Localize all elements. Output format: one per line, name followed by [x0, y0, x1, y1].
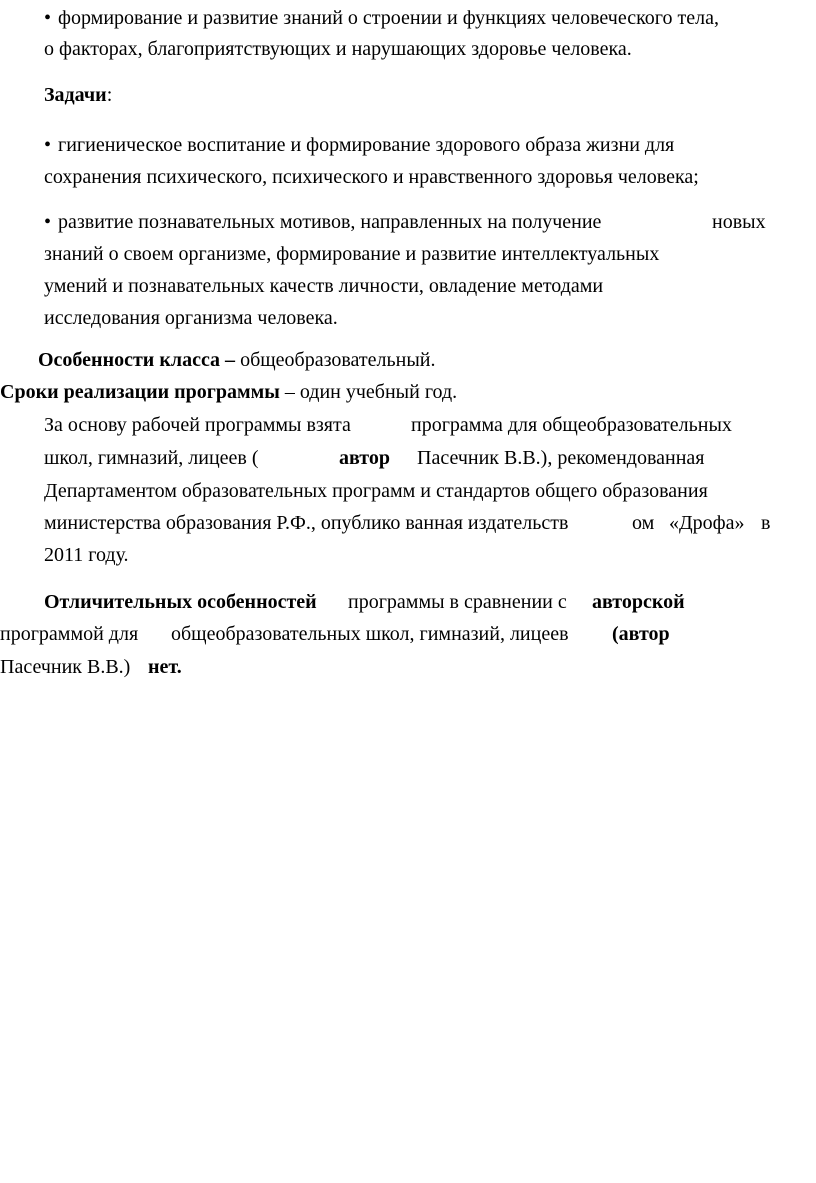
differences-line-2c: (автор — [612, 623, 670, 645]
basis-line-4d: в — [761, 512, 771, 534]
task-2-line-3: умений и познавательных качеств личности, овладение методами — [44, 275, 604, 297]
task-1-line-1 — [44, 133, 674, 157]
differences-line-3b: нет. — [148, 656, 182, 678]
tasks-heading — [44, 83, 112, 107]
basis-line-4a: министерства образования Р.Ф., опублико ванная издательств — [44, 512, 569, 534]
basis-line-2c: Пасечник В.В.), рекомендованная — [417, 447, 705, 469]
tasks-heading-label: Задачи — [44, 84, 107, 106]
differences-line-2b: общеобразовательных школ, гимназий, лицеев — [171, 623, 569, 645]
task-1-line-2: сохранения психического, психического и нравственного здоровья человека; — [44, 166, 699, 188]
terms — [0, 380, 457, 404]
task-2-line-2: знаний о своем организме, формирование и развитие интеллектуальных — [44, 243, 660, 265]
goal-bullet-line-2: о факторах, благоприятствующих и нарушающих здоровье человека. — [44, 38, 632, 60]
bullet-icon: • — [44, 211, 52, 233]
tasks-heading-colon: : — [106, 84, 113, 106]
task-2-line-4: исследования организма человека. — [44, 307, 338, 329]
class-features-label: Особенности класса – — [38, 349, 236, 371]
basis-line-1a: За основу рабочей программы взята — [44, 414, 351, 436]
bullet-icon: • — [44, 7, 52, 29]
basis-line-2a: школ, гимназий, лицеев ( — [44, 447, 259, 469]
class-features — [38, 348, 435, 372]
class-features-value: общеобразовательный. — [240, 349, 436, 371]
bullet-icon: • — [44, 134, 52, 156]
differences-line-1b: программы в сравнении с — [348, 591, 567, 613]
task-1-text-1: гигиеническое воспитание и формирование здорового образа жизни для — [58, 134, 675, 156]
basis-line-2b: автор — [339, 447, 390, 469]
basis-line-4b: ом — [632, 512, 655, 534]
task-2-text-1: развитие познавательных мотивов, направленных на получение — [58, 211, 602, 233]
basis-line-1b: программа для общеобразовательных — [411, 414, 732, 436]
differences-line-3a: Пасечник В.В.) — [0, 656, 131, 678]
goal-bullet-line-1 — [44, 6, 719, 30]
basis-line-5: 2011 году. — [44, 544, 129, 566]
goal-bullet-text-1: формирование и развитие знаний о строении и функциях человеческого тела, — [58, 7, 719, 29]
basis-line-3: Департаментом образовательных программ и стандартов общего образования — [44, 480, 708, 502]
terms-label: Сроки реализации программы — [0, 381, 280, 403]
differences-line-1c: авторской — [592, 591, 685, 613]
differences-line-1a: Отличительных особенностей — [44, 591, 317, 613]
task-2-line-1-end: новых — [712, 211, 766, 233]
differences-line-2a: программой для — [0, 623, 139, 645]
task-2-line-1 — [44, 210, 601, 234]
basis-line-4c: «Дрофа» — [669, 512, 745, 534]
terms-value: – один учебный год. — [284, 381, 458, 403]
